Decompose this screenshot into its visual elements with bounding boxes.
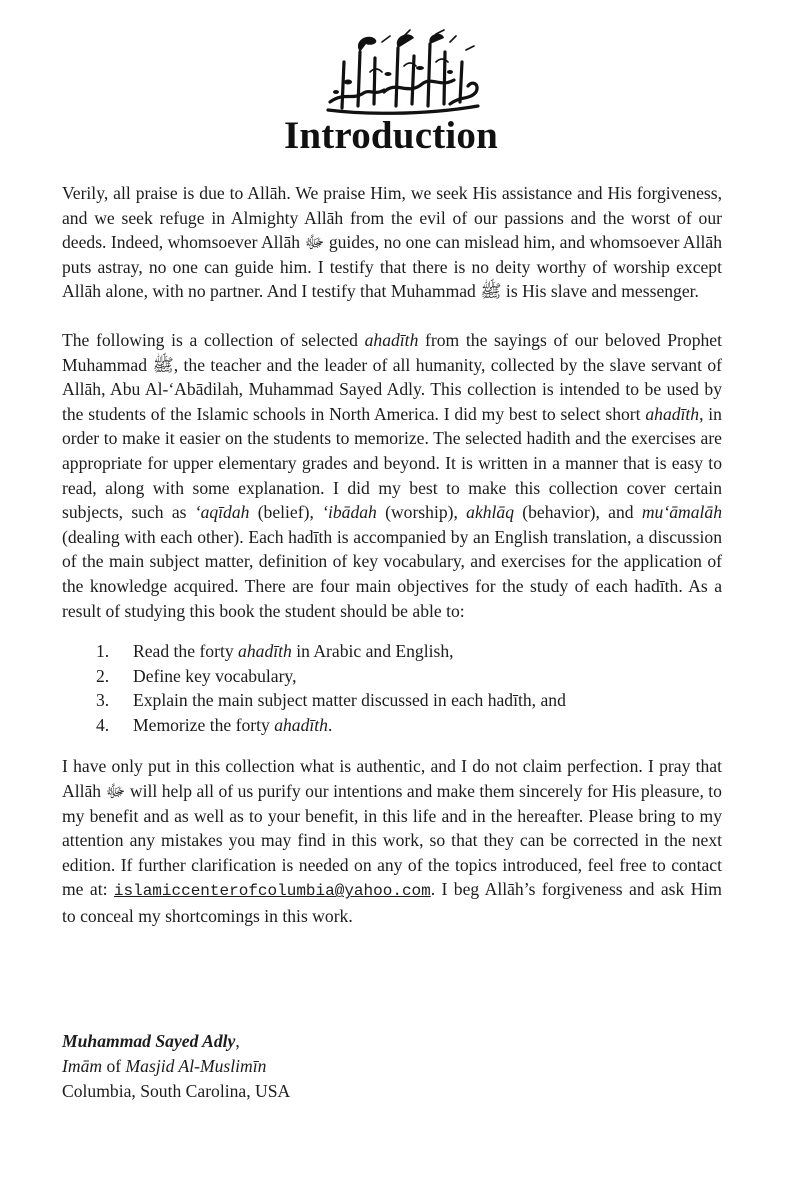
author-role-of: of <box>102 1055 126 1076</box>
collection-term: ahadīth <box>364 329 419 350</box>
author-location: Columbia, South Carolina, USA <box>62 1080 291 1101</box>
signature-name-line <box>62 1029 562 1054</box>
objectives-list <box>62 639 722 737</box>
author-signature <box>62 1029 562 1103</box>
objective-text: Explain the main subject matter discussed in each hadīth, and <box>133 690 566 711</box>
collection-text: , in order to make it easier on the students to memorize. The selected hadith and the exercises are appropriate for upper elementary grades and beyond. It is written in a manner that is easy to read, along with some explanation. I did my best to make this collection cover certain subjects, such as <box>62 403 722 523</box>
collection-text: (dealing with each other). Each hadīth is accompanied by an English translation, a discussion of the main subject matter, definition of key vocabulary, and exercises for the application of the knowledge acquired. There are four main objectives for the study of each hadīth. As a result of studying this book the student should be able to: <box>62 526 722 621</box>
objective-text: Define key vocabulary, <box>133 665 297 686</box>
objective-text: Read the forty <box>133 641 239 662</box>
objective-number: 2. <box>96 665 110 686</box>
basmala-calligraphy <box>300 22 500 122</box>
collection-paragraph <box>62 328 722 623</box>
objective-term: ahadīth <box>238 641 292 662</box>
objective-item <box>62 713 722 738</box>
collection-text: The following is a collection of selected <box>62 329 365 350</box>
collection-term: ‘aqīdah <box>194 502 250 523</box>
contact-email-link[interactable]: islamiccenterofcolumbia@yahoo.com <box>113 882 431 901</box>
collection-text: from the sayings of our beloved Prophet Muhammad ﷺ, the teacher and the leader of all humanity, collected by the slave servant of Allāh, Abu Al-‘Abādilah, Muhammad Sayed Adly. This collection is intended to be used by the students of the Islamic schools in North America. I did my best to select short <box>62 329 723 424</box>
closing-paragraph <box>62 754 722 928</box>
objective-number: 3. <box>96 690 110 711</box>
collection-text: (worship), <box>376 502 467 523</box>
author-role: Imām <box>62 1055 103 1076</box>
objective-item <box>62 639 722 664</box>
objective-term: ahadīth <box>274 714 328 735</box>
objective-text: . <box>327 714 333 735</box>
objective-number: 4. <box>96 714 110 735</box>
author-name-suffix: , <box>235 1031 240 1051</box>
objective-item <box>62 688 722 713</box>
objective-number: 1. <box>96 641 110 662</box>
author-name: Muhammad Sayed Adly <box>62 1031 236 1051</box>
collection-text: (belief), <box>249 502 323 523</box>
introduction-body <box>62 181 722 953</box>
closing-text: . I beg Allāh’s forgiveness and ask Him to conceal my shortcomings in this work. <box>62 879 722 927</box>
collection-text: (behavior), and <box>514 502 642 523</box>
page-title: Introduction <box>283 114 499 157</box>
collection-term: mu‘āmalāh <box>641 502 722 523</box>
collection-term: akhlāq <box>466 502 515 523</box>
signature-role-line <box>62 1054 562 1079</box>
objective-text: Memorize the forty <box>133 714 275 735</box>
mosque-name: Masjid Al-Muslimīn <box>125 1055 267 1076</box>
intro-paragraph: Verily, all praise is due to Allāh. We praise Him, we seek His assistance and His forgiveness, and we seek refuge in Almighty Allāh from the evil of our passions and the worst of our deeds. Indeed, whomsoever Allāh ﷻ guides, no one can mislead him, and whomsoever Allāh puts astray, no one can guide him. I testify that there is no deity worthy of worship except Allāh alone, with no partner. And I testify that Muhammad ﷺ is His slave and messenger. <box>62 183 722 302</box>
closing-text: I have only put in this collection what is authentic, and I do not claim perfection. I pray that Allāh ﷻ will help all of us purify our intentions and make them sincerely for His pleasure, to my benefit and as well as to your benefit, in this life and in the hereafter. Please bring to my attention any mistakes you may find in this work, so that they can be corrected in the next edition. If further clarification is needed on any of the topics introduced, feel free to contact me at: <box>62 756 722 900</box>
collection-term: ahadīth <box>645 403 700 424</box>
collection-term: ‘ibādah <box>322 502 377 523</box>
objective-text: in Arabic and English, <box>291 641 454 662</box>
objective-item <box>62 664 722 689</box>
